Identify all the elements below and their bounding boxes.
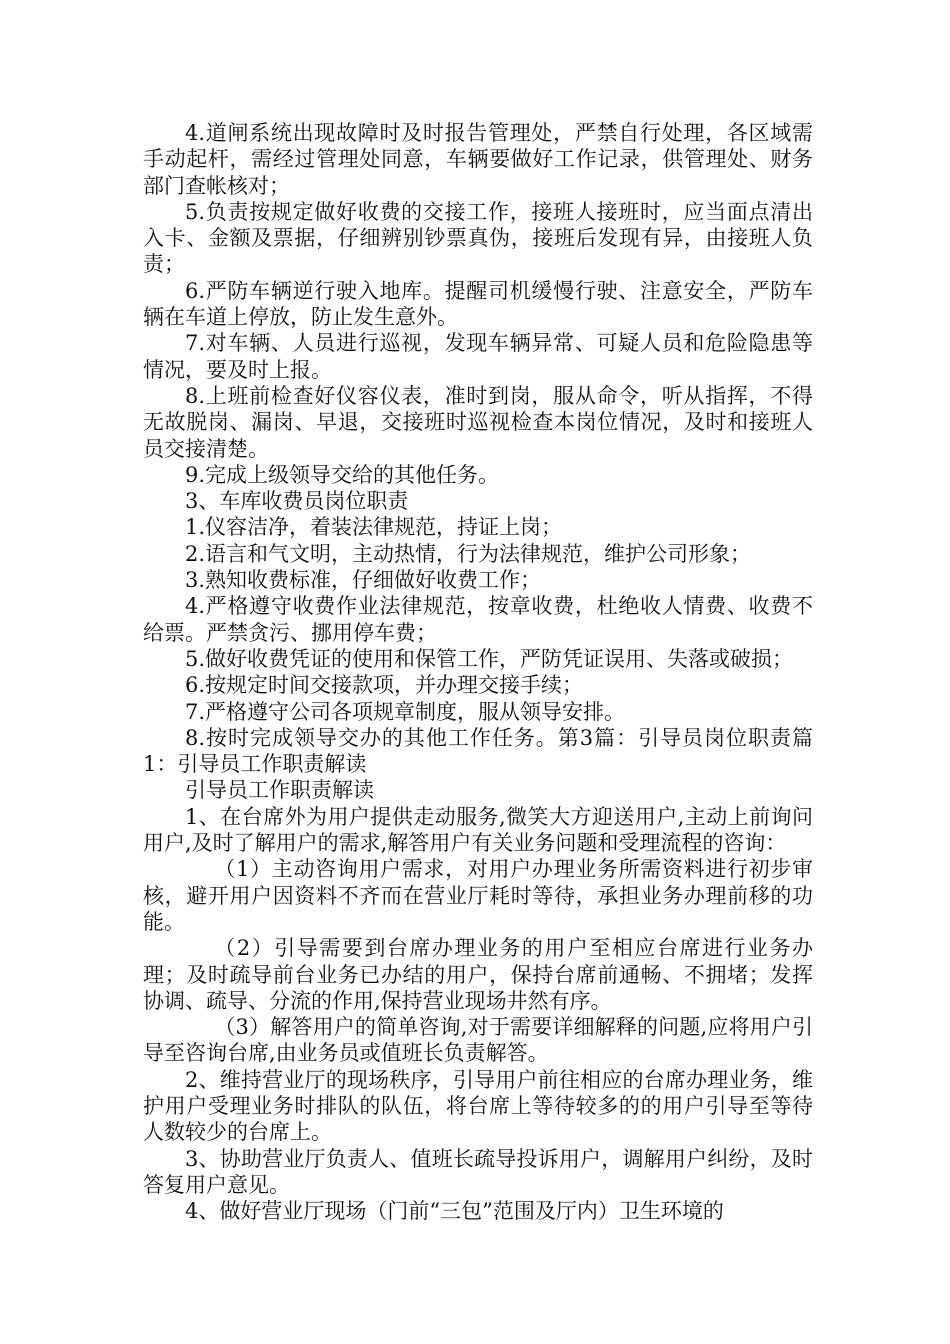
paragraph-10: 3.熟知收费标准，仔细做好收费工作； xyxy=(185,568,542,593)
paragraph-15: 8.按时完成领导交办的其他工作任务。第3篇：引导员岗位职责篇1：引导员工作职责解读 xyxy=(143,725,813,777)
paragraph-5: 8.上班前检查好仪容仪表，准时到岗，服从命令，听从指挥，不得无故脱岗、漏岗、早退，交接班时巡视检查本岗位情况，及时和接班人员交接清楚。 xyxy=(143,383,813,461)
paragraph-21: 2、维持营业厅的现场秩序，引导用户前往相应的台席办理业务，维护用户受理业务时排队的队伍，将台席上等待较多的的用户引导至等待人数较少的台席上。 xyxy=(143,1067,813,1145)
sub-paragraph-3: （3）解答用户的简单咨询,对于需要详细解释的问题,应将用户引导至咨询台席,由业务员或值班长负责解答。 xyxy=(143,1015,813,1066)
paragraph-6: 9.完成上级领导交给的其他任务。 xyxy=(185,462,500,487)
paragraph-2: 5.负责按规定做好收费的交接工作，接班人接班时，应当面点清出入卡、金额及票据，仔细辨别钞票真伪，接班后发现有异，由接班人负责； xyxy=(143,199,813,277)
document-body xyxy=(143,120,813,1224)
sub-paragraph-2: （2）引导需要到台席办理业务的用户至相应台席进行业务办理；及时疏导前台业务已办结的用户，保持台席前通畅、不拥堵；发挥协调、疏导、分流的作用,保持营业现场井然有序。 xyxy=(143,936,813,1013)
sub-paragraph-1: （1）主动咨询用户需求，对用户办理业务所需资料进行初步审核，避开用户因资料不齐而在营业厅耗时等待，承担业务办理前移的功能。 xyxy=(143,857,813,934)
section-heading-toll-collector: 3、车库收费员岗位职责 xyxy=(185,489,409,514)
paragraph-12: 5.做好收费凭证的使用和保管工作，严防凭证误用、失落或破损； xyxy=(185,646,794,671)
paragraph-1: 4.道闸系统出现故障时及时报告管理处，严禁自行处理，各区域需手动起杆，需经过管理处同意，车辆要做好工作记录，供管理处、财务部门查帐核对； xyxy=(143,121,813,198)
paragraph-3: 6.严防车辆逆行驶入地库。提醒司机缓慢行驶、注意安全，严防车辆在车道上停放，防止发生意外。 xyxy=(143,278,813,330)
paragraph-14: 7.严格遵守公司各项规章制度，服从领导安排。 xyxy=(185,699,626,724)
paragraph-23: 4、做好营业厅现场（门前“三包”范围及厅内）卫生环境的 xyxy=(185,1199,724,1224)
paragraph-17: 1、在台席外为用户提供走动服务,微笑大方迎送用户,主动上前询问用户,及时了解用户的需求,解答用户有关业务问题和受理流程的咨询： xyxy=(143,804,813,856)
paragraph-4: 7.对车辆、人员进行巡视，发现车辆异常、可疑人员和危险隐患等情况，要及时上报。 xyxy=(143,331,813,382)
paragraph-9: 2.语言和气文明，主动热情，行为法律规范，维护公司形象； xyxy=(185,541,752,566)
paragraph-22: 3、协助营业厅负责人、值班长疏导投诉用户，调解用户纠纷，及时答复用户意见。 xyxy=(143,1146,813,1197)
paragraph-8: 1.仪容洁净，着装法律规范，持证上岗； xyxy=(185,515,563,540)
paragraph-13: 6.按规定时间交接款项，并办理交接手续； xyxy=(185,673,584,698)
paragraph-11: 4.严格遵守收费作业法律规范，按章收费，杜绝收人情费、收费不给票。严禁贪污、挪用停车费； xyxy=(143,594,813,645)
section-heading-guide: 引导员工作职责解读 xyxy=(185,778,374,803)
